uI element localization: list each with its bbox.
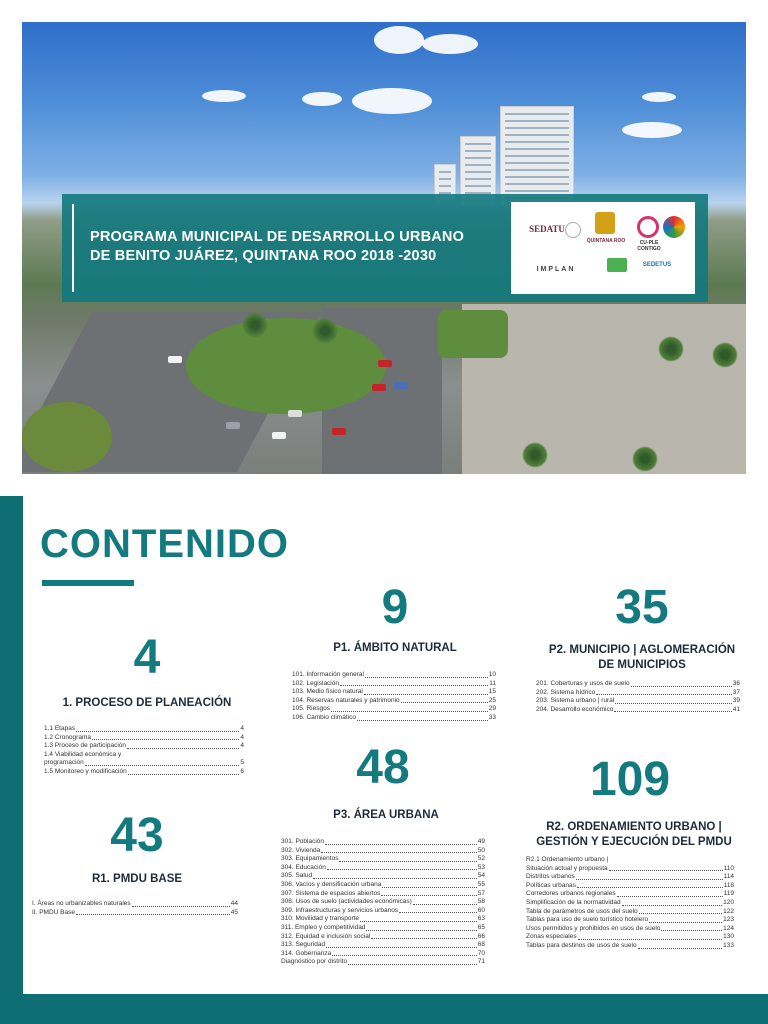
toc-leader-dots bbox=[325, 844, 477, 845]
toc-leader-dots bbox=[578, 939, 723, 940]
trees bbox=[22, 402, 112, 472]
toc-leader-dots bbox=[360, 921, 477, 922]
toc-leader-dots bbox=[617, 896, 723, 897]
toc-entry-page: 124 bbox=[723, 924, 734, 932]
toc-entry-label: 105. Riesgos bbox=[292, 705, 330, 713]
toc-leader-dots bbox=[348, 964, 477, 965]
toc-entry-label: Tablas para uso de suelo turístico hotelero bbox=[526, 916, 649, 924]
toc-entry-page: 123 bbox=[723, 916, 734, 924]
section-r2-page: 109 bbox=[589, 753, 671, 806]
toc-leader-dots bbox=[76, 731, 239, 732]
section-r2-title bbox=[524, 820, 744, 850]
toc-entry-page: 110 bbox=[723, 864, 734, 872]
section-1-list bbox=[44, 725, 244, 777]
car bbox=[378, 360, 392, 367]
toc-leader-dots bbox=[331, 711, 488, 712]
toc-leader-dots bbox=[401, 702, 488, 703]
section-r1-list bbox=[32, 900, 238, 917]
toc-leader-dots bbox=[92, 739, 239, 740]
toc-entry bbox=[526, 925, 734, 934]
toc-entry-page: 52 bbox=[477, 855, 485, 863]
toc-entry bbox=[292, 697, 496, 706]
toc-leader-dots bbox=[357, 720, 488, 721]
toc-entry-label: Tablas para destinos de usos de suelo bbox=[526, 941, 637, 949]
section-p3-page: 48 bbox=[356, 741, 410, 794]
toc-leader-dots bbox=[371, 938, 477, 939]
toc-leader-dots bbox=[622, 905, 722, 906]
toc-entry-label: 312. Equidad e inclusión social bbox=[281, 932, 371, 940]
toc-entry-page: 39 bbox=[732, 697, 740, 705]
toc-leader-dots bbox=[85, 765, 240, 766]
title-rule bbox=[72, 204, 74, 292]
toc-entry-label: 201. Coberturas y usos de suelo bbox=[536, 680, 630, 687]
section-p2-title-line-2: DE MUNICIPIOS bbox=[598, 659, 686, 671]
toc-entry-label: Diagnóstico por distrito bbox=[281, 958, 348, 966]
toc-entry-label: 310. Movilidad y transporte bbox=[281, 915, 360, 923]
document-title bbox=[90, 228, 510, 266]
toc-entry bbox=[44, 725, 244, 734]
section-p3-list bbox=[281, 838, 485, 967]
toc-entry bbox=[281, 838, 485, 847]
toc-leader-dots bbox=[313, 878, 477, 879]
sedatu-logo: SEDATU bbox=[529, 224, 565, 234]
cloud bbox=[642, 92, 676, 102]
cumple-logo: CU-PLE CONTIGO bbox=[637, 240, 661, 252]
toc-entry bbox=[536, 689, 740, 698]
toc-entry-label: 104. Reservas naturales y patrimonio bbox=[292, 696, 400, 704]
title-line-2: DE BENITO JUÁREZ, QUINTANA ROO 2018 -2030 bbox=[90, 248, 437, 264]
toc-entry bbox=[292, 671, 496, 680]
toc-entry-page: 44 bbox=[230, 900, 238, 907]
toc-entry-label: I. Áreas no urbanizables naturales bbox=[32, 900, 131, 907]
toc-entry bbox=[281, 941, 485, 950]
toc-entry-page: 5 bbox=[240, 759, 244, 767]
toc-entry-label: 102. Legislación bbox=[292, 679, 339, 687]
section-p2-title-line-1: P2. MUNICIPIO | AGLOMERACIÓN bbox=[548, 644, 736, 656]
toc-entry-page: 29 bbox=[488, 705, 496, 713]
toc-entry-label: 202. Sistema hídrico bbox=[536, 688, 596, 696]
toc-entry-page: 45 bbox=[230, 908, 238, 916]
section-p1-page: 9 bbox=[381, 581, 409, 634]
toc-entry-label: 203. Sistema urbano | rural bbox=[536, 697, 615, 705]
toc-entry-label: Zonas especiales bbox=[526, 933, 577, 941]
median-green bbox=[438, 310, 508, 358]
toc-leader-dots bbox=[382, 887, 476, 888]
toc-entry bbox=[32, 909, 238, 918]
toc-entry-label: programación bbox=[44, 759, 84, 767]
toc-leader-dots bbox=[576, 879, 723, 880]
toc-leader-dots bbox=[596, 694, 732, 695]
toc-leader-dots bbox=[366, 930, 476, 931]
toc-entry bbox=[526, 865, 734, 874]
toc-entry bbox=[281, 950, 485, 959]
toc-entry bbox=[44, 742, 244, 751]
toc-entry-page: 68 bbox=[477, 941, 485, 949]
toc-leader-dots bbox=[327, 869, 477, 870]
quintana-roo-logo: QUINTANA ROO bbox=[586, 238, 626, 244]
section-p1-title: P1. ÁMBITO NATURAL bbox=[333, 642, 457, 654]
toc-entry-label: 204. Desarrollo económico bbox=[536, 705, 614, 713]
toc-entry-page: 25 bbox=[488, 696, 496, 704]
quintana-roo-emblem-icon bbox=[595, 212, 615, 234]
palm bbox=[658, 336, 684, 362]
toc-leader-dots bbox=[614, 711, 731, 712]
toc-leader-dots bbox=[365, 677, 488, 678]
toc-entry-page: 11 bbox=[489, 679, 496, 687]
toc-entry-page: 120 bbox=[723, 898, 734, 906]
toc-entry-label: Simplificación de la normatividad bbox=[526, 898, 621, 906]
roundabout-green bbox=[186, 318, 386, 414]
toc-leader-dots bbox=[661, 930, 722, 931]
toc-entry-page: 65 bbox=[477, 923, 485, 931]
toc-leader-dots bbox=[339, 861, 476, 862]
toc-entry-label: 303. Equipamientos bbox=[281, 855, 339, 863]
toc-entry bbox=[526, 882, 734, 891]
toc-entry-label: 1.1 Etapas bbox=[44, 725, 76, 732]
toc-entry-page: 10 bbox=[488, 671, 496, 678]
toc-entry-page: 70 bbox=[477, 949, 485, 957]
toc-entry-page: 53 bbox=[477, 863, 485, 871]
bottom-accent-bar bbox=[0, 994, 768, 1024]
section-p2-title bbox=[530, 643, 754, 673]
toc-leader-dots bbox=[577, 887, 723, 888]
toc-leader-dots bbox=[615, 703, 731, 704]
toc-entry-label: 313. Seguridad bbox=[281, 941, 326, 949]
cloud bbox=[622, 122, 682, 138]
toc-entry-page: 130 bbox=[723, 933, 734, 941]
toc-entry bbox=[292, 705, 496, 714]
toc-entry bbox=[526, 856, 734, 865]
toc-entry bbox=[526, 890, 734, 899]
toc-entry-page: 54 bbox=[477, 872, 485, 880]
toc-leader-dots bbox=[638, 948, 723, 949]
palm bbox=[632, 446, 658, 472]
cloud bbox=[202, 90, 246, 102]
toc-entry-page: 57 bbox=[477, 889, 485, 897]
toc-entry-label: 302. Vivienda bbox=[281, 846, 321, 854]
toc-entry-page: 119 bbox=[723, 890, 734, 898]
car bbox=[394, 382, 408, 389]
toc-entry bbox=[292, 714, 496, 723]
car bbox=[226, 422, 240, 429]
toc-leader-dots bbox=[127, 748, 239, 749]
toc-entry bbox=[44, 734, 244, 743]
toc-entry-label: 1.3 Proceso de participación bbox=[44, 742, 127, 750]
toc-entry-label: Tabla de parámetros de usos del suelo bbox=[526, 907, 638, 915]
toc-entry bbox=[526, 899, 734, 908]
toc-entry-page: 118 bbox=[723, 881, 734, 889]
section-1-page: 4 bbox=[133, 631, 161, 684]
car bbox=[372, 384, 386, 391]
toc-entry-page: 133 bbox=[723, 941, 734, 949]
toc-entry bbox=[536, 680, 740, 689]
palm bbox=[312, 318, 338, 344]
toc-entry-label: Políticas urbanas bbox=[526, 881, 576, 889]
cloud bbox=[374, 26, 424, 54]
toc-entry-label: Usos permitidos y prohibidos en usos de suelo bbox=[526, 924, 661, 932]
toc-entry bbox=[44, 759, 244, 768]
toc-leader-dots bbox=[399, 912, 477, 913]
car bbox=[332, 428, 346, 435]
toc-entry-page: 4 bbox=[240, 725, 244, 732]
toc-entry-label: 306. Vacíos y densificación urbana bbox=[281, 880, 382, 888]
toc-entry-page: 114 bbox=[723, 873, 734, 881]
toc-leader-dots bbox=[321, 852, 476, 853]
section-p2-page: 35 bbox=[615, 581, 669, 634]
toc-entry bbox=[281, 890, 485, 899]
cumple-icon bbox=[637, 216, 659, 238]
leaf-icon bbox=[607, 258, 627, 272]
toc-entry-page: 71 bbox=[477, 958, 485, 966]
toc-entry-label: 305. Salud bbox=[281, 872, 313, 880]
toc-entry bbox=[281, 847, 485, 856]
section-p1-list bbox=[292, 671, 496, 723]
toc-entry-label: 307. Sistema de espacios abiertos bbox=[281, 889, 381, 897]
toc-entry-label: R2.1 Ordenamiento urbano | bbox=[526, 856, 609, 863]
sedetus-logo: SEDETUS bbox=[642, 262, 672, 268]
palm bbox=[712, 342, 738, 368]
toc-entry bbox=[281, 872, 485, 881]
toc-entry bbox=[526, 916, 734, 925]
toc-entry bbox=[292, 680, 496, 689]
toc-entry-label: 304. Educación bbox=[281, 863, 326, 871]
palm bbox=[522, 442, 548, 468]
logos-panel bbox=[511, 202, 695, 294]
toc-entry bbox=[281, 881, 485, 890]
palm bbox=[242, 312, 268, 338]
title-line-1: PROGRAMA MUNICIPAL DE DESARROLLO URBANO bbox=[90, 229, 465, 245]
toc-entry-label: Distritos urbanos bbox=[526, 873, 575, 881]
toc-entry-label: 311. Empleo y competitividad bbox=[281, 923, 366, 931]
toc-entry-page: 6 bbox=[240, 767, 244, 775]
toc-entry-label: 101. Información general bbox=[292, 671, 364, 678]
car bbox=[272, 432, 286, 439]
implan-logo: IMPLAN bbox=[536, 266, 576, 273]
section-r2-list bbox=[526, 856, 734, 951]
building bbox=[500, 106, 574, 206]
bj-emblem-icon bbox=[663, 216, 685, 238]
toc-entry bbox=[526, 933, 734, 942]
toc-entry bbox=[526, 942, 734, 951]
toc-entry-label: 309. Infraestructuras y servicios urbanos bbox=[281, 906, 399, 914]
toc-leader-dots bbox=[649, 922, 722, 923]
toc-leader-dots bbox=[413, 904, 477, 905]
toc-entry-label: 1.4 Viabilidad económica y bbox=[44, 750, 122, 758]
toc-leader-dots bbox=[326, 947, 477, 948]
toc-leader-dots bbox=[132, 906, 230, 907]
cloud bbox=[352, 88, 432, 114]
section-r1-title: R1. PMDU BASE bbox=[91, 873, 183, 885]
toc-entry bbox=[536, 697, 740, 706]
toc-entry-page: 37 bbox=[732, 688, 740, 696]
toc-entry-page: 4 bbox=[240, 733, 244, 741]
toc-entry-label: 103. Medio físico natural bbox=[292, 688, 363, 696]
toc-leader-dots bbox=[364, 694, 488, 695]
toc-entry bbox=[44, 768, 244, 777]
toc-entry-page: 36 bbox=[732, 680, 740, 687]
section-1-title: 1. PROCESO DE PLANEACIÓN bbox=[62, 697, 232, 709]
toc-entry bbox=[32, 900, 238, 909]
car bbox=[168, 356, 182, 363]
toc-entry-label: 314. Gobernanza bbox=[281, 949, 332, 957]
toc-entry bbox=[281, 915, 485, 924]
toc-entry-page: 50 bbox=[477, 846, 485, 854]
toc-entry-page: 58 bbox=[477, 898, 485, 906]
toc-entry bbox=[292, 688, 496, 697]
toc-entry-page: 15 bbox=[488, 688, 496, 696]
toc-entry-page: 41 bbox=[732, 705, 740, 713]
section-r2-title-line-2: GESTIÓN Y EJECUCIÓN DEL PMDU bbox=[536, 836, 732, 848]
toc-entry bbox=[526, 873, 734, 882]
section-r1-page: 43 bbox=[110, 809, 164, 862]
toc-entry-page: 55 bbox=[477, 880, 485, 888]
heading-underline bbox=[42, 580, 134, 586]
toc-entry-page: 63 bbox=[477, 915, 485, 923]
toc-entry bbox=[44, 751, 244, 760]
toc-leader-dots bbox=[381, 895, 476, 896]
toc-leader-dots bbox=[128, 774, 240, 775]
toc-entry bbox=[281, 958, 485, 967]
toc-entry-page: 122 bbox=[723, 907, 734, 915]
toc-entry-label: 301. Población bbox=[281, 838, 325, 845]
contents-heading: CONTENIDO bbox=[40, 522, 289, 566]
toc-entry-page: 33 bbox=[488, 713, 496, 721]
toc-entry bbox=[281, 898, 485, 907]
toc-entry bbox=[281, 864, 485, 873]
cloud bbox=[302, 92, 342, 106]
toc-entry-page: 66 bbox=[477, 932, 485, 940]
toc-entry bbox=[281, 933, 485, 942]
toc-entry-page: 60 bbox=[477, 906, 485, 914]
toc-entry bbox=[281, 907, 485, 916]
cloud bbox=[422, 34, 478, 54]
toc-entry-label: Situación actual y propuesta bbox=[526, 864, 608, 872]
coat-of-arms-icon bbox=[565, 222, 581, 238]
toc-entry-label: 308. Usos de suelo (actividades económicas) bbox=[281, 898, 412, 906]
car bbox=[288, 410, 302, 417]
section-p3-title: P3. ÁREA URBANA bbox=[333, 809, 439, 821]
toc-leader-dots bbox=[639, 913, 722, 914]
toc-entry-label: 106. Cambio climático bbox=[292, 713, 356, 721]
toc-leader-dots bbox=[631, 686, 732, 687]
toc-entry-label: II. PMDU Base bbox=[32, 908, 75, 916]
title-band bbox=[62, 194, 708, 302]
toc-entry bbox=[281, 855, 485, 864]
left-accent-bar bbox=[0, 496, 23, 1024]
toc-leader-dots bbox=[609, 870, 723, 871]
toc-entry-page: 4 bbox=[240, 742, 244, 750]
toc-leader-dots bbox=[332, 955, 477, 956]
toc-leader-dots bbox=[76, 914, 230, 915]
toc-entry-page: 49 bbox=[477, 838, 485, 845]
toc-leader-dots bbox=[340, 685, 488, 686]
section-p2-list bbox=[536, 680, 740, 714]
toc-entry bbox=[536, 706, 740, 715]
toc-entry-label: 1.2 Cronograma bbox=[44, 733, 91, 741]
section-r2-title-line-1: R2. ORDENAMIENTO URBANO | bbox=[546, 821, 722, 833]
toc-entry-label: 1.5 Monitoreo y modificación bbox=[44, 767, 127, 775]
toc-entry bbox=[281, 924, 485, 933]
toc-entry-label: Corredores urbanos regionales bbox=[526, 890, 616, 898]
toc-entry bbox=[526, 908, 734, 917]
